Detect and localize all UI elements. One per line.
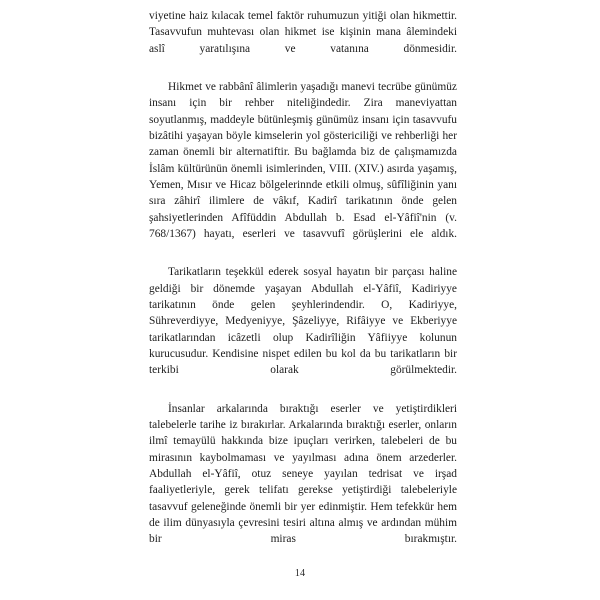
page-body-text [149, 8, 457, 564]
paragraph: İnsanlar arkalarında bıraktığı eserler ve yetiştirdikleri talebelerle tarihe iz bırakırlar. Arkalarında bıraktığı eserler, onların ilmî temayülü hakkında bize ipuçları verirken, talebeleri de bu mirasının kaybolmaması ve yayılması adına önem arzederler. Abdullah el-Yâfiî, otuz seneye yayılan tedrisat ve irşad faaliyetleriyle, gerek telifatı gerekse yetiştirdiği talebeleriyle tasavvuf geleneğinde önemli bir yer edinmiştir. Hem tefekkür hem de ilim dünyasıyla çevresini tesiri altına almış ve ardından mühim bir miras bırakmıştır. [149, 402, 457, 546]
paragraph: Tarikatların teşekkül ederek sosyal hayatın bir parçası haline geldiği bir dönemde yaşayan Abdullah el-Yâfiî, Kadiriyye tarikatının önde gelen şeyhlerindendir. O, Kadiriyye, Sühreverdiyye, Medyeniyye, Şâzeliyye, Rifâiyye ve Ekberiyye tarikatlarından icâzetli olup Kadirîliğin Yâfiiyye kolunun kurucusudur. Kendisine nispet edilen bu kol da bu tarikatların bir terkibi olarak görülmektedir. [149, 266, 457, 377]
page-number: 14 [294, 568, 306, 579]
paragraph-continuation: viyetine haiz kılacak temel faktör ruhumuzun yitiği olan hikmettir. Tasavvufun muhtevası olan hikmet ise kişinin mana âlemindeki aslî yaratılışına ve vatanına dönmesidir. [149, 10, 457, 55]
paragraph: Hikmet ve rabbânî âlimlerin yaşadığı manevi tecrübe günümüz insanı için bir rehber niteliğindedir. Zira maneviyattan soyutlanmış, maddeyle bütünleşmiş günümüz insanı için tasavvufu bizâtihi yaşayan böyle kimselerin yol göstericiliği ve rehberliği her zaman önemli bir alternatiftir. Bu bağlamda biz de çalışmamızda İslâm kültürünün önemli isimlerinden, VIII. (XIV.) asırda yaşamış, Yemen, Mısır ve Hicaz bölgelerinnde etkili olmuş, sûfîliğinin yanı sıra zâhirî ilimlere de vâkıf, Kadirî tarikatının önde gelen şahsiyetlerinden Afîfüddin Abdullah b. Esad el-Yâfiî'nin (v. 768/1367) hayatı, eserleri ve tasavvufî görüşlerini ele aldık. [149, 80, 457, 241]
